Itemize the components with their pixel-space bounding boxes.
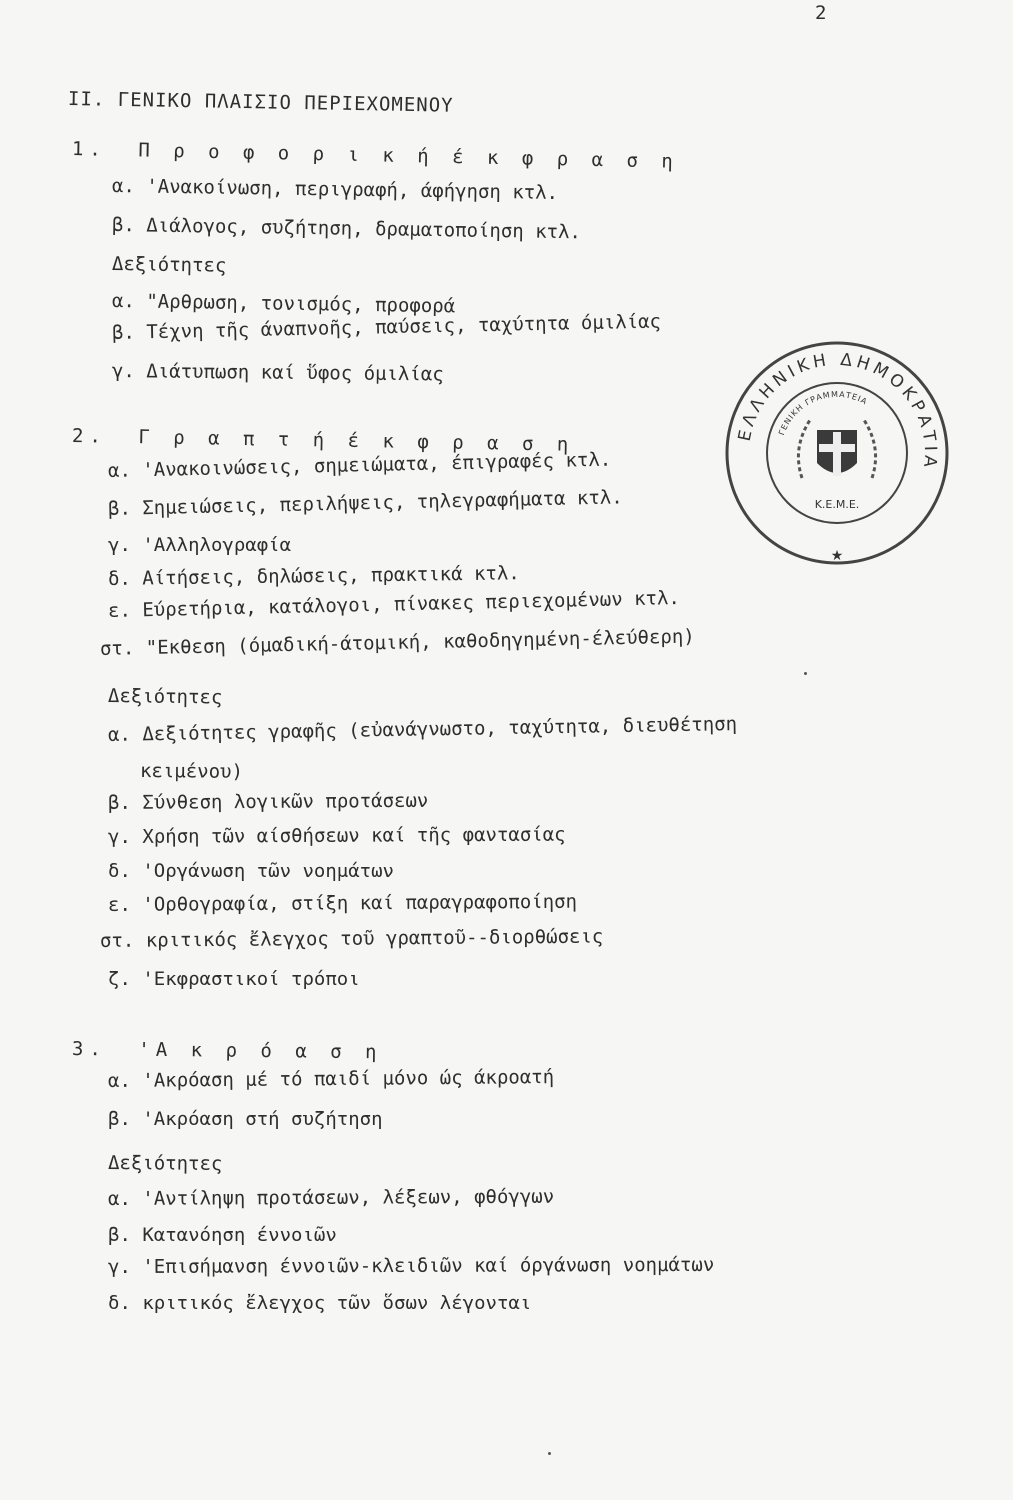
list-item bbox=[100, 626, 695, 660]
item-marker: β. bbox=[107, 497, 132, 520]
section-2-title-text: Γ ρ α π τ ή έ κ φ ρ α σ η bbox=[138, 426, 575, 456]
item-text: κριτικός ἔλεγχος τοῦ γραπτοῦ--διορθώσεις bbox=[145, 925, 604, 952]
list-item bbox=[108, 891, 577, 916]
section-1-title-text: Π ρ ο φ ο ρ ι κ ή έ κ φ ρ α σ η bbox=[138, 139, 680, 173]
item-marker: ε. bbox=[107, 599, 132, 622]
item-text: Διάτυπωση καί ὕφος όμιλίας bbox=[146, 360, 444, 386]
item-marker: β. bbox=[108, 1108, 131, 1130]
item-marker: α. bbox=[107, 459, 132, 482]
list-item bbox=[108, 1108, 383, 1130]
list-item bbox=[108, 1066, 554, 1092]
item-text: 'Ορθογραφία, στίξη καί παραγραφοποίηση bbox=[142, 890, 578, 916]
item-marker: γ. bbox=[107, 1255, 131, 1278]
section-3-title-text: 'Α κ ρ ό α σ η bbox=[138, 1038, 383, 1064]
stamp-outer-text: ΕΛΛΗΝΙΚΗ ΔΗΜΟΚΡΑΤΙΑ bbox=[734, 349, 941, 473]
item-text: 'Ανακοίνωση, περιγραφή, άφήγηση κτλ. bbox=[146, 175, 559, 205]
item-marker: β. bbox=[108, 1224, 131, 1246]
item-marker: στ. bbox=[99, 929, 135, 952]
section-2-number: 2. bbox=[71, 425, 108, 448]
item-text: Κατανόηση έννοιῶν bbox=[142, 1224, 337, 1246]
list-item bbox=[108, 713, 737, 746]
item-marker: ζ. bbox=[108, 968, 131, 990]
item-text: Τέχνη τῆς άναπνοῆς, παύσεις, ταχύτητα όμιλίας bbox=[146, 310, 662, 344]
list-item bbox=[140, 760, 243, 783]
section-3-number: 3. bbox=[71, 1038, 108, 1061]
list-item bbox=[108, 790, 428, 814]
page-number: 2 bbox=[815, 2, 827, 24]
list-item bbox=[108, 860, 394, 882]
item-text: 'Ακρόαση μέ τό παιδί μόνο ώς άκροατή bbox=[142, 1066, 555, 1092]
svg-text:ΓΕΝΙΚΗ ΓΡΑΜΜΑΤΕΙΑ bbox=[777, 390, 869, 436]
item-text: Σημειώσεις, περιλήψεις, τηλεγραφήματα κτλ. bbox=[142, 486, 623, 520]
item-marker: γ. bbox=[107, 825, 131, 848]
item-text: Αίτήσεις, δηλώσεις, πρακτικά κτλ. bbox=[142, 562, 520, 590]
list-item bbox=[108, 486, 623, 520]
item-text: κριτικός ἔλεγχος τῶν ὅσων λέγονται bbox=[142, 1292, 532, 1314]
section-1-title bbox=[72, 138, 679, 173]
list-item bbox=[108, 562, 520, 590]
speck bbox=[548, 1452, 551, 1455]
item-marker: δ. bbox=[107, 567, 132, 590]
list-item bbox=[108, 1292, 531, 1314]
list-item bbox=[108, 1254, 714, 1278]
item-text: Δεξιότητες γραφῆς (εὐανάγνωστο, ταχύτητα, διευθέτηση bbox=[142, 713, 738, 746]
item-text: 'Αλληλογραφία bbox=[142, 534, 292, 556]
item-marker: β. bbox=[111, 214, 136, 237]
list-item bbox=[108, 1224, 337, 1246]
item-text: Εύρετήρια, κατάλογοι, πίνακες περιεχομένων κτλ. bbox=[142, 587, 681, 622]
star-icon: ★ bbox=[830, 548, 844, 564]
item-text: 'Επισήμανση έννοιῶν-κλειδιῶν καί όργάνωση νοημάτων bbox=[142, 1253, 715, 1278]
item-text: 'Ανακοινώσεις, σημειώματα, έπιγραφές κτλ. bbox=[142, 448, 612, 482]
item-marker: γ. bbox=[111, 360, 136, 383]
stamp-bottom-text: Κ.Ε.Μ.Ε. bbox=[814, 498, 860, 511]
item-text: "Εκθεση (όμαδική-άτομική, καθοδηγημένη-έλεύθερη) bbox=[145, 625, 695, 660]
item-text: 'Εκφραστικοί τρόποι bbox=[142, 968, 360, 990]
item-marker: δ. bbox=[108, 1292, 131, 1314]
item-marker: στ. bbox=[99, 637, 135, 660]
item-text: 'Αντίληψη προτάσεων, λέξεων, φθόγγων bbox=[142, 1185, 555, 1210]
stamp-inner-text: ΓΕΝΙΚΗ ΓΡΑΜΜΑΤΕΙΑ bbox=[777, 389, 870, 437]
list-item bbox=[112, 175, 558, 204]
item-text: 'Ακρόαση στή συζήτηση bbox=[142, 1108, 383, 1130]
skills-label: Δεξιότητες bbox=[107, 685, 223, 709]
list-item bbox=[108, 824, 566, 848]
official-stamp bbox=[722, 338, 952, 568]
section-1-number: 1. bbox=[71, 138, 108, 161]
skills-label: Δεξιότητες bbox=[111, 253, 227, 277]
list-item bbox=[108, 449, 612, 482]
list-item bbox=[108, 968, 360, 990]
item-marker: α. bbox=[107, 1069, 131, 1092]
item-text: "Αρθρωση, τονισμός, προφορά bbox=[146, 290, 456, 318]
item-marker: β. bbox=[107, 791, 131, 814]
item-marker: α. bbox=[107, 1187, 131, 1210]
item-text: Διάλογος, συζήτηση, δραματοποίηση κτλ. bbox=[146, 214, 582, 244]
list-item bbox=[112, 290, 456, 317]
list-item bbox=[108, 1186, 554, 1210]
list-item bbox=[108, 587, 680, 622]
item-marker: δ. bbox=[108, 860, 131, 882]
skills-label: Δεξιότητες bbox=[107, 1152, 223, 1175]
section-heading: ΙΙ. ΓΕΝΙΚΟ ΠΛΑΙΣΙΟ ΠΕΡΙΕΧΟΜΕΝΟΥ bbox=[67, 88, 454, 117]
stamp-seal-icon bbox=[722, 338, 952, 568]
list-item bbox=[112, 360, 444, 385]
list-item bbox=[112, 311, 661, 344]
item-marker: α. bbox=[111, 175, 136, 198]
list-item bbox=[108, 534, 291, 556]
item-marker: β. bbox=[111, 321, 136, 344]
list-item bbox=[112, 214, 581, 243]
item-marker: α. bbox=[107, 723, 132, 746]
item-text: 'Οργάνωση τῶν νοημάτων bbox=[142, 860, 395, 882]
speck bbox=[804, 672, 807, 675]
item-marker: ε. bbox=[107, 893, 131, 916]
list-item bbox=[100, 926, 604, 952]
item-text: κειμένου) bbox=[139, 760, 244, 783]
item-marker: γ. bbox=[108, 534, 131, 556]
item-text: Χρήση τῶν αίσθήσεων καί τῆς φαντασίας bbox=[142, 823, 566, 848]
section-3-title bbox=[72, 1038, 383, 1063]
item-text: Σύνθεση λογικῶν προτάσεων bbox=[142, 789, 429, 814]
item-marker: α. bbox=[111, 290, 136, 313]
